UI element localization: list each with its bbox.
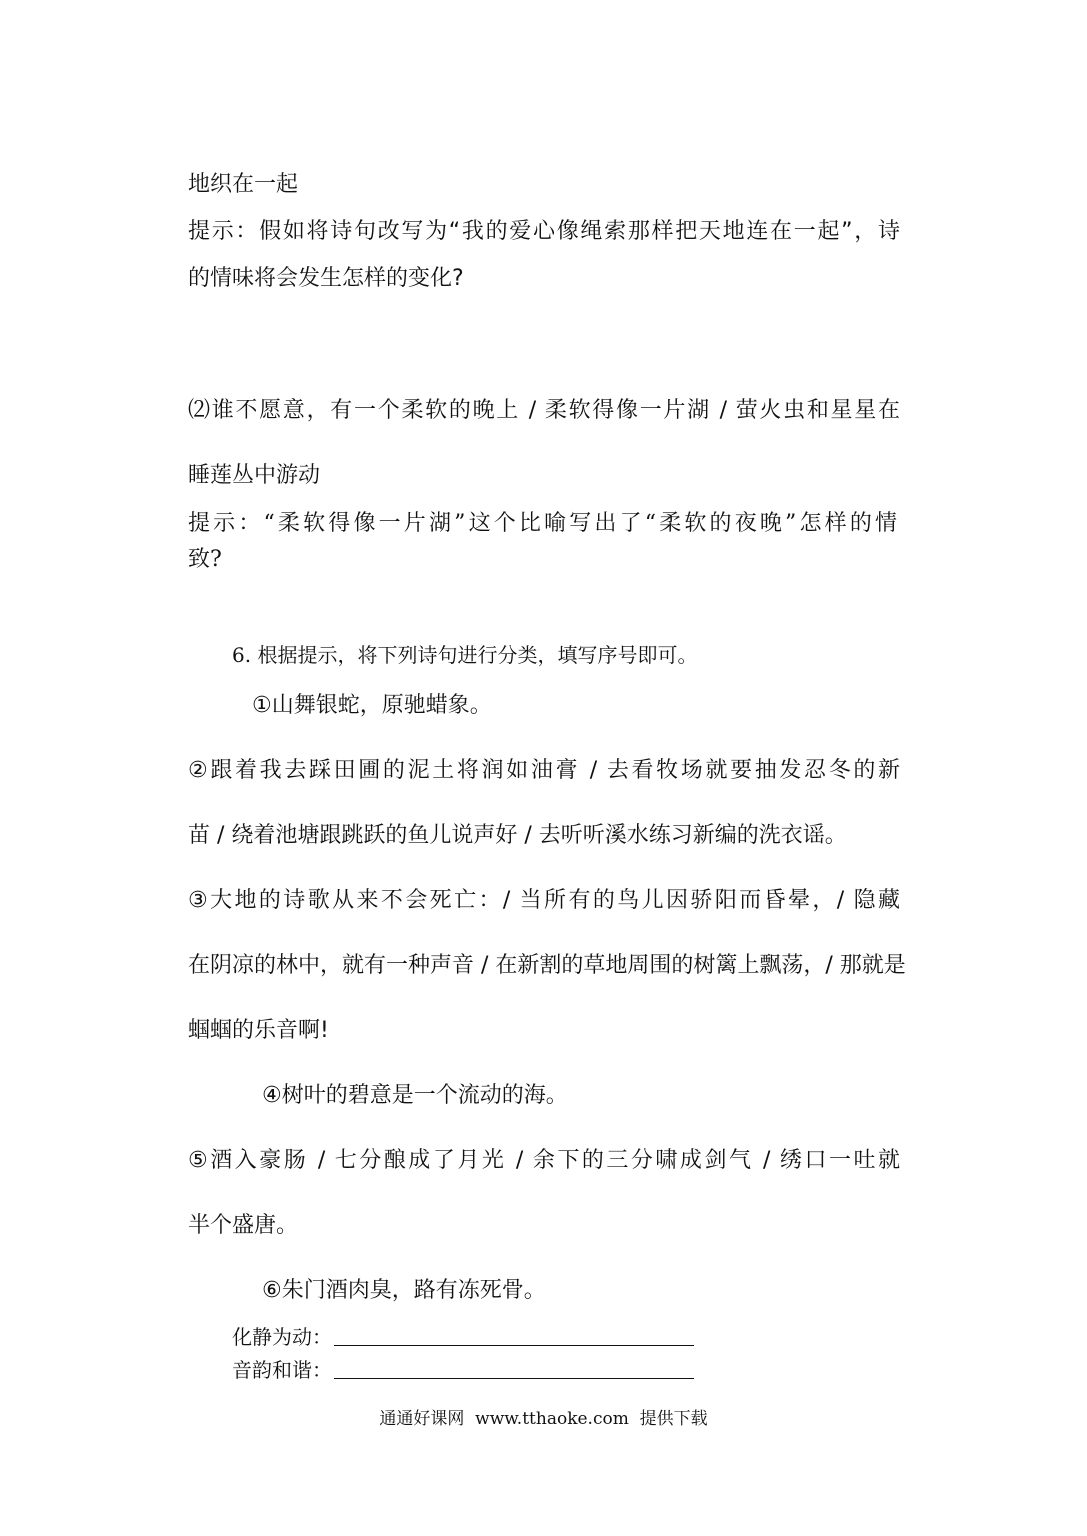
poem-item-5-line-1: ⑤酒入豪肠 / 七分酿成了月光 / 余下的三分啸成剑气 / 绣口一吐就 — [188, 1148, 900, 1173]
poem-item-4: ④树叶的碧意是一个流动的海。 — [262, 1083, 568, 1108]
poem-item-2-line-2: 苗 / 绕着池塘跟跳跃的鱼儿说声好 / 去听听溪水练习新编的洗衣谣。 — [188, 823, 847, 848]
answer-blank-2[interactable] — [334, 1374, 694, 1379]
poem-item-6: ⑥朱门酒肉臭，路有冻死骨。 — [262, 1278, 546, 1303]
hint-2-line-1: 提示：“柔软得像一片湖”这个比喻写出了“柔软的夜晚”怎样的情 — [188, 511, 900, 536]
hint-1-line-2: 的情味将会发生怎样的变化? — [188, 266, 464, 291]
answer-blank-1[interactable] — [334, 1341, 694, 1346]
poem-item-2-line-1: ②跟着我去踩田圃的泥土将润如油膏 / 去看牧场就要抽发忍冬的新 — [188, 758, 900, 783]
poem-item-3-line-1: ③大地的诗歌从来不会死亡：/ 当所有的鸟儿因骄阳而昏晕，/ 隐藏 — [188, 888, 900, 913]
poem-2-line-1: ⑵谁不愿意，有一个柔软的晚上 / 柔软得像一片湖 / 萤火虫和星星在 — [188, 398, 900, 423]
poem-item-3-line-2: 在阴凉的林中，就有一种声音 / 在新割的草地周围的树篱上飘荡，/ 那就是 — [188, 953, 906, 978]
question-6-heading: 6. 根据提示，将下列诗句进行分类，填写序号即可。 — [232, 643, 698, 667]
fill-in-label-1: 化静为动： — [232, 1325, 332, 1349]
text-line-continuation: 地织在一起 — [188, 172, 299, 197]
hint-2-line-2: 致? — [188, 547, 222, 572]
fill-in-row-1 — [232, 1322, 694, 1352]
fill-in-row-2 — [232, 1355, 694, 1385]
poem-item-5-line-2: 半个盛唐。 — [188, 1213, 299, 1238]
poem-item-1: ①山舞银蛇，原驰蜡象。 — [252, 693, 492, 718]
fill-in-label-2: 音韵和谐： — [232, 1358, 332, 1382]
hint-1-line-1: 提示：假如将诗句改写为“我的爱心像绳索那样把天地连在一起”，诗 — [188, 219, 900, 244]
poem-item-3-line-3: 蝈蝈的乐音啊! — [188, 1018, 329, 1043]
page-footer: 通通好课网 www.tthaoke.com 提供下载 — [379, 1409, 708, 1429]
poem-2-line-2: 睡莲丛中游动 — [188, 463, 321, 488]
